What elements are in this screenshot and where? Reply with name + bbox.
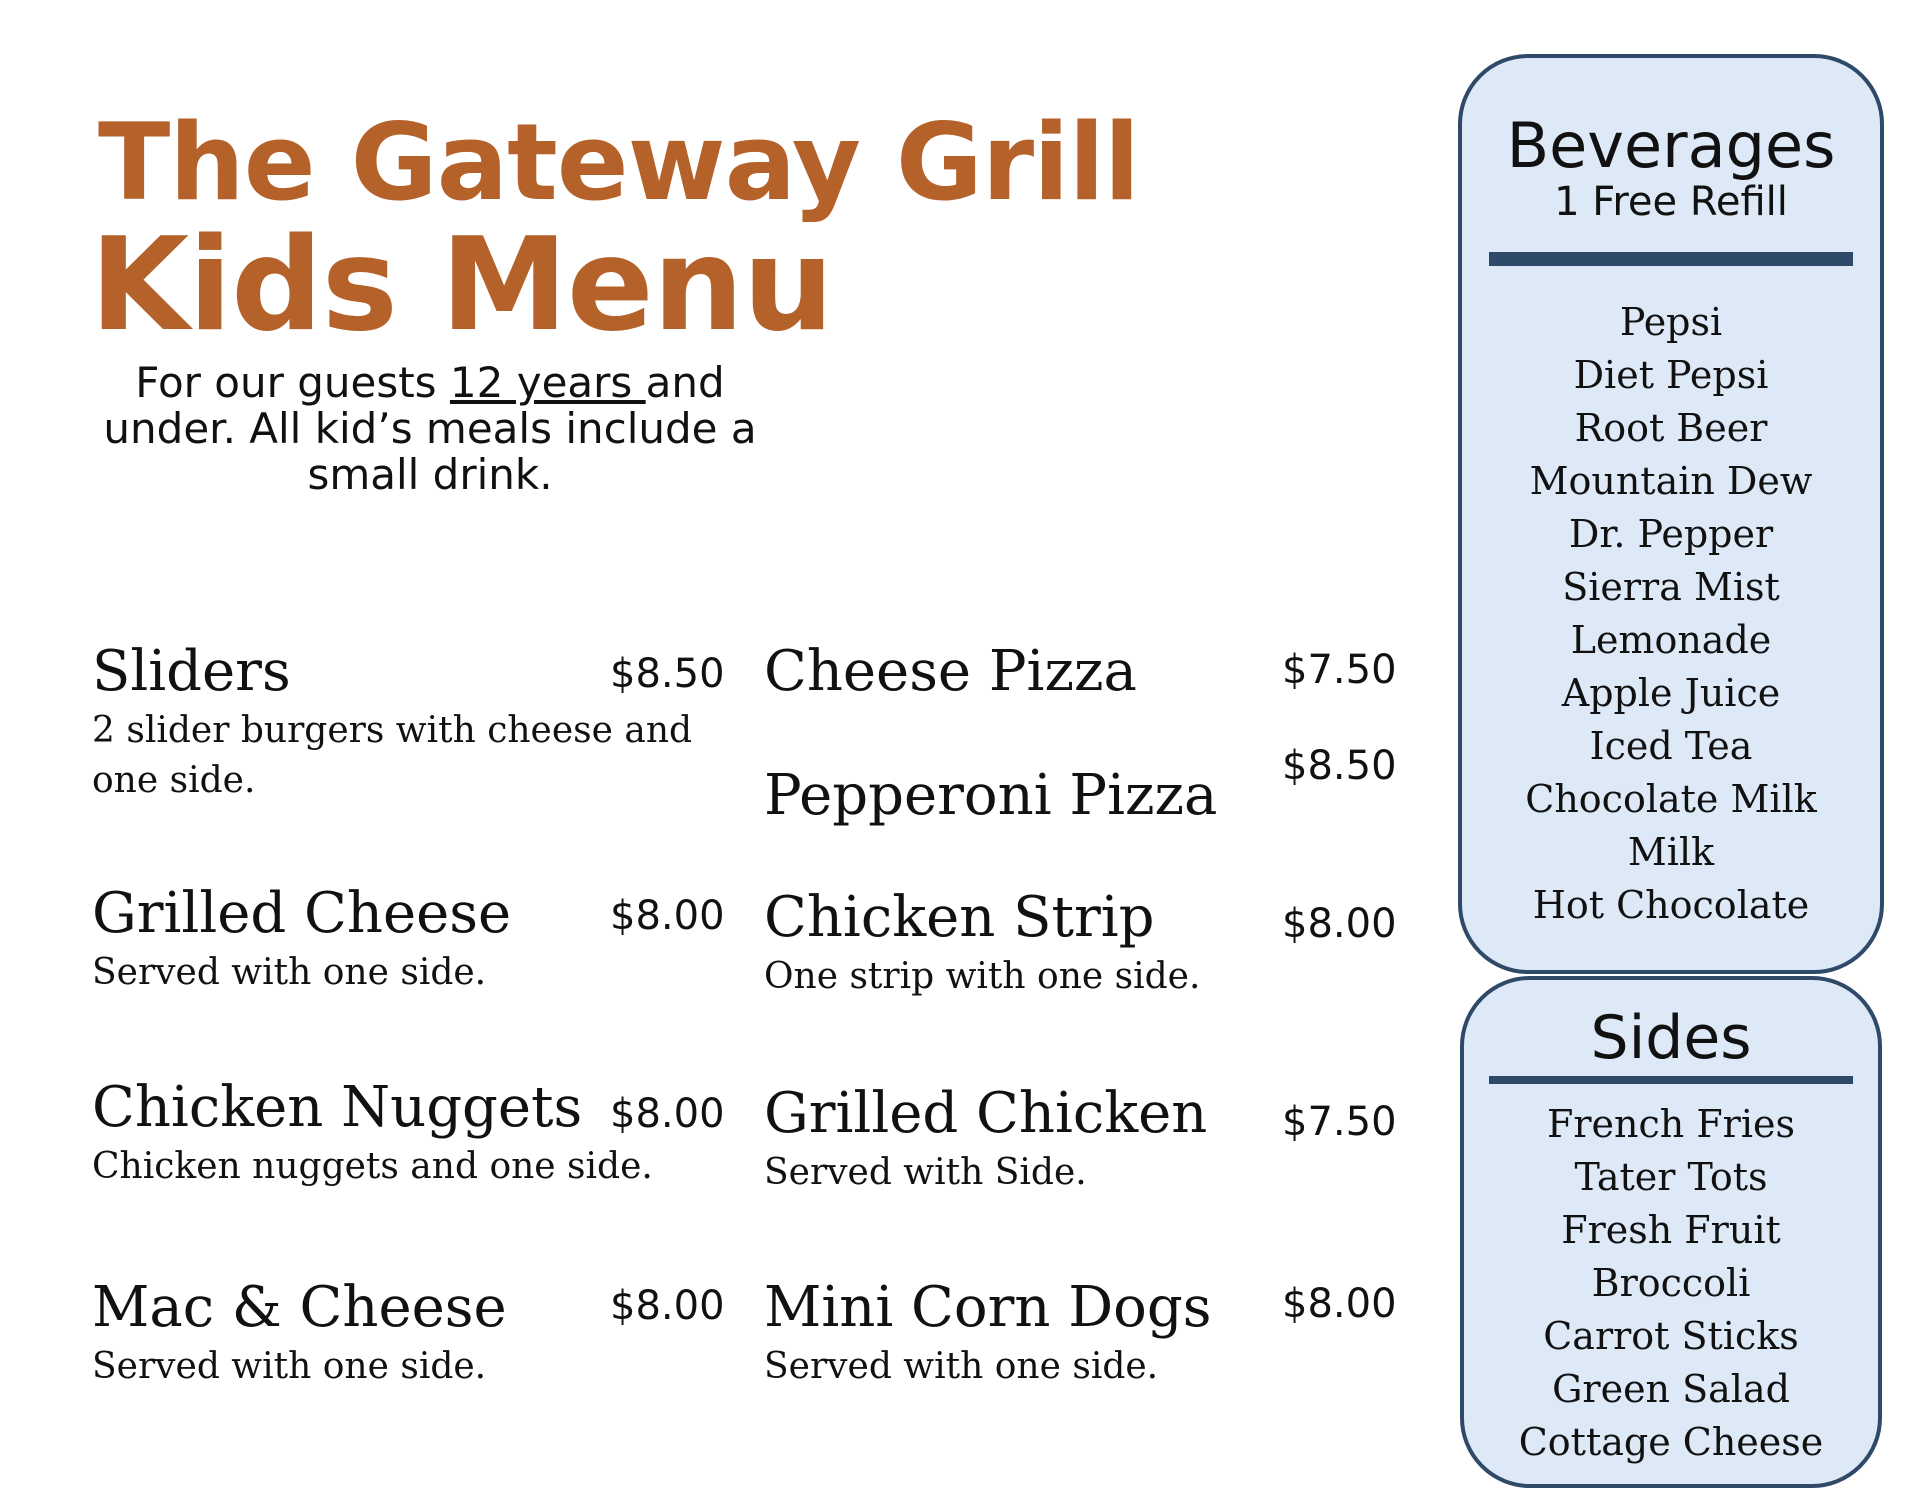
list-item: Lemonade [1570,618,1772,662]
list-item: Broccoli [1591,1261,1751,1305]
list-item: Fresh Fruit [1561,1208,1781,1252]
list-item: Mountain Dew [1529,459,1813,503]
list-item: Green Salad [1552,1367,1790,1411]
intro-text-start: For our guests [135,358,450,407]
item-description: Served with one side. [764,1346,1159,1387]
item-name: Grilled Chicken [764,1081,1208,1146]
item-description: One strip with one side. [764,956,1201,997]
beverages-subtitle: 1 Free Refill [1554,179,1788,225]
list-item: Cottage Cheese [1518,1420,1824,1464]
list-item: Carrot Sticks [1543,1314,1799,1358]
item-description: Served with Side. [764,1152,1087,1193]
item-price-grilled-cheese: $8.00 [610,893,725,939]
restaurant-name: The Gateway Grill [98,101,1140,224]
item-price-mini-corn-dogs: $8.00 [1282,1281,1397,1327]
beverages-divider [1489,252,1853,266]
menu-name: Kids Menu [90,211,833,360]
item-name: Mini Corn Dogs [764,1275,1212,1340]
item-price-mac-and-cheese: $8.00 [610,1283,725,1329]
intro-age-underlined: 12 years [449,358,646,407]
menu-item-grilled-chicken [764,1082,1284,1198]
list-item: Chocolate Milk [1525,777,1817,821]
menu-item-pepperoni-pizza [764,764,1284,828]
item-description: Chicken nuggets and one side. [92,1146,653,1187]
list-item: Milk [1627,830,1715,874]
item-name: Grilled Cheese [92,881,512,946]
menu-item-mini-corn-dogs [764,1276,1284,1392]
list-item: Hot Chocolate [1532,883,1810,927]
item-name: Cheese Pizza [764,639,1137,704]
item-price-pepperoni-pizza: $8.50 [1282,743,1397,789]
item-description: 2 slider burgers with cheese and one side. [92,710,693,801]
item-description: Served with one side. [92,952,487,993]
intro-text-end: and under. All kid’s meals include a small drink. [103,358,757,499]
item-description: Served with one side. [92,1346,487,1387]
item-price-chicken-nuggets: $8.00 [610,1091,725,1137]
item-price-sliders: $8.50 [610,651,725,697]
list-item: Pepsi [1619,300,1723,344]
item-name: Chicken Strip [764,885,1155,950]
list-item: Sierra Mist [1562,565,1780,609]
item-name: Sliders [92,639,291,704]
item-price-chicken-strip: $8.00 [1282,901,1397,947]
item-price-grilled-chicken: $7.50 [1282,1099,1397,1145]
sides-title: Sides [1590,1003,1752,1073]
beverages-panel [1458,54,1884,974]
list-item: Apple Juice [1561,671,1781,715]
list-item: Root Beer [1574,406,1768,450]
list-item: French Fries [1546,1102,1795,1146]
restaurant-title [90,101,1140,360]
list-item: Iced Tea [1589,724,1753,768]
list-item: Diet Pepsi [1573,353,1769,397]
list-item: Dr. Pepper [1568,512,1774,556]
sides-divider [1489,1076,1853,1084]
menu-item-chicken-strip [764,886,1284,1002]
menu-intro [100,360,760,498]
item-name: Chicken Nuggets [92,1075,583,1140]
item-name: Mac & Cheese [92,1275,507,1340]
sides-list [1464,1098,1878,1469]
menu-item-cheese-pizza [764,640,1284,704]
list-item: Tater Tots [1574,1155,1768,1199]
beverages-title: Beverages [1506,109,1836,182]
item-name: Pepperoni Pizza [764,763,1218,828]
sides-panel [1460,976,1882,1488]
item-price-cheese-pizza: $7.50 [1282,647,1397,693]
beverages-list [1462,296,1880,932]
